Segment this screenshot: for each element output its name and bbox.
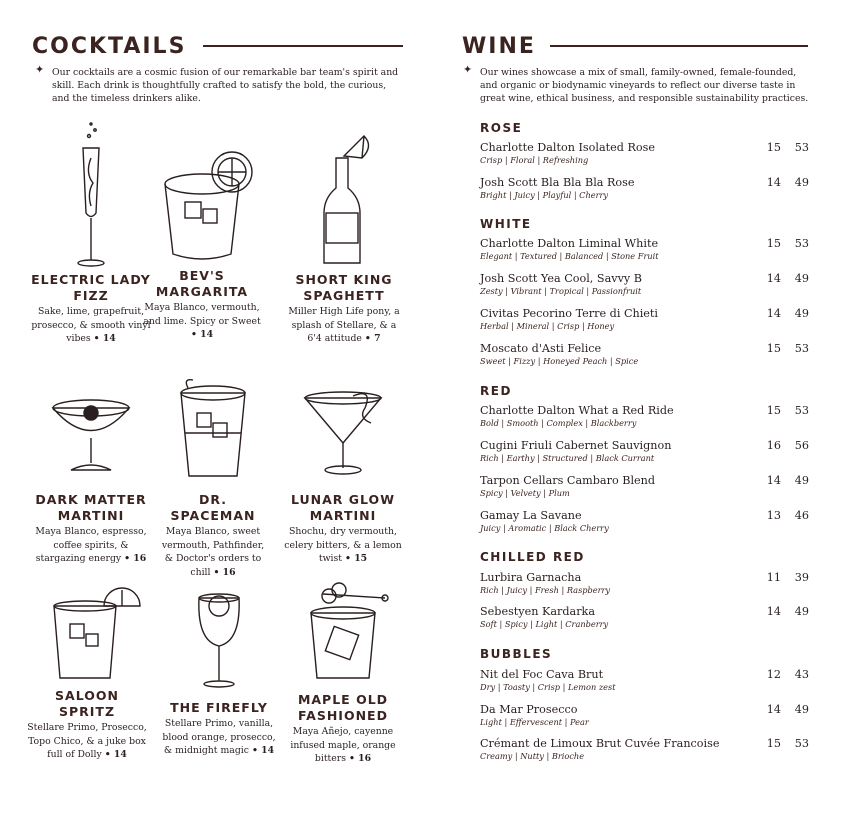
wine-bottle-price: 49 — [794, 703, 809, 716]
wine-bottle-price: 56 — [794, 439, 809, 452]
wine-name: Sebestyen Kardarka — [480, 605, 596, 618]
wine-name: Nit del Foc Cava Brut — [480, 668, 604, 681]
wine-glass-price: 15 — [766, 737, 781, 750]
drink-price: • 14 — [190, 329, 214, 340]
wine-name: Moscato d'Asti Felice — [480, 342, 602, 355]
wine-name: Tarpon Cellars Cambaro Blend — [480, 474, 656, 487]
drink-desc: Stellare Primo, Prosecco, Topo Chico, & a juke box full of Dolly • 14 — [27, 722, 147, 760]
drink-price: • 16 — [348, 753, 372, 764]
drink-desc: Sake, lime, grapefruit, prosecco, & smooth vinyl vibes • 14 — [31, 306, 151, 344]
wine-item — [480, 571, 810, 595]
coupe-glass-icon — [31, 338, 151, 488]
wine-name: Crémant de Limoux Brut Cuvée Francoise — [480, 737, 720, 750]
wine-name: Lurbira Garnacha — [480, 571, 582, 584]
wine-name: Charlotte Dalton What a Red Ride — [480, 404, 674, 417]
wine-bottle-price: 43 — [794, 668, 809, 681]
wine-notes: Crisp | Floral | Refreshing — [480, 155, 589, 165]
wine-item — [480, 439, 810, 463]
wine-category-chilled-red: CHILLED RED — [480, 550, 585, 564]
sparkle-icon: ✦ — [463, 63, 473, 76]
cocktails-title: COCKTAILS — [32, 34, 187, 59]
wine-notes: Herbal | Mineral | Crisp | Honey — [480, 321, 615, 331]
drink-name: DARK MATTER MARTINI — [35, 492, 147, 523]
wine-name: Gamay La Savane — [480, 509, 582, 522]
cocktails-rule — [203, 45, 403, 47]
drink-desc: Maya Añejo, cayenne infused maple, orange bitters • 16 — [290, 726, 396, 764]
wine-name: Charlotte Dalton Liminal White — [480, 237, 659, 250]
wine-bottle-price: 53 — [794, 141, 809, 154]
wine-item — [480, 737, 810, 761]
wine-name: Charlotte Dalton Isolated Rose — [480, 141, 655, 154]
wine-glass-price: 13 — [766, 509, 781, 522]
wine-bottle-price: 49 — [794, 272, 809, 285]
champagne-flute-icon — [31, 118, 151, 268]
wine-category-red: RED — [480, 384, 512, 398]
wine-bottle-price: 49 — [794, 176, 809, 189]
drink-name: SALOON SPRITZ — [55, 688, 119, 719]
wine-glass-price: 14 — [766, 605, 781, 618]
wine-item — [480, 342, 810, 366]
wine-bottle-price: 53 — [794, 404, 809, 417]
sparkle-icon: ✦ — [35, 63, 45, 76]
wine-item — [480, 668, 810, 692]
wine-item — [480, 307, 810, 331]
wine-notes: Sweet | Fizzy | Honeyed Peach | Spice — [480, 356, 639, 366]
wine-notes: Light | Effervescent | Pear — [480, 717, 589, 727]
drink-name: MAPLE OLD FASHIONED — [297, 692, 389, 723]
drink-price: • 14 — [104, 749, 127, 760]
drink-name: LUNAR GLOW MARTINI — [291, 492, 395, 523]
wine-notes: Bold | Smooth | Complex | Blackberry — [480, 418, 637, 428]
drink-name: ELECTRIC LADY FIZZ — [31, 272, 151, 303]
wine-item — [480, 141, 810, 165]
drink-name: BEV'S MARGARITA — [155, 268, 249, 299]
wine-notes: Rich | Juicy | Fresh | Raspberry — [480, 585, 611, 595]
beer-bottle-icon — [284, 118, 404, 268]
wine-category-white: WHITE — [480, 217, 532, 231]
wine-glass-price: 15 — [766, 141, 781, 154]
wine-item — [480, 703, 810, 727]
wine-name: Civitas Pecorino Terre di Chieti — [480, 307, 658, 320]
drink-price: • 14 — [93, 333, 116, 344]
wine-bottle-price: 39 — [794, 571, 809, 584]
martini-glass-icon — [283, 338, 403, 488]
wine-item — [480, 404, 810, 428]
wine-item — [480, 237, 810, 261]
drink-desc: Maya Blanco, vermouth, and lime. Spicy or Sweet • 14 — [143, 302, 261, 340]
wine-rule — [550, 45, 808, 47]
wine-glass-price: 14 — [766, 703, 781, 716]
wine-glass-price: 12 — [766, 668, 781, 681]
drink-price: • 7 — [364, 333, 381, 344]
drink-desc: Miller High Life pony, a splash of Stellare, & a 6'4 attitude • 7 — [288, 306, 400, 344]
wine-title: WINE — [462, 34, 536, 59]
wine-item — [480, 474, 810, 498]
drink-name: SHORT KING SPAGHETT — [295, 272, 393, 303]
wine-item — [480, 605, 810, 629]
wine-notes: Soft | Spicy | Light | Cranberry — [480, 619, 609, 629]
old-fashioned-glass-icon — [283, 538, 403, 688]
drink-desc: Maya Blanco, espresso, coffee spirits, & stargazing energy • 16 — [35, 526, 147, 564]
wine-category-bubbles: BUBBLES — [480, 647, 553, 661]
wine-notes: Juicy | Aromatic | Black Cherry — [480, 523, 609, 533]
wine-bottle-price: 49 — [794, 605, 809, 618]
wine-item — [480, 176, 810, 200]
drink-bevs-margarita — [142, 114, 262, 342]
drink-the-firefly — [159, 546, 279, 758]
drink-electric-lady-fizz — [31, 118, 151, 346]
wine-glass-price: 15 — [766, 237, 781, 250]
wine-notes: Rich | Earthy | Structured | Black Currant — [480, 453, 655, 463]
wine-name: Cugini Friuli Cabernet Sauvignon — [480, 439, 672, 452]
wine-bottle-price: 53 — [794, 237, 809, 250]
drink-lunar-glow-martini — [283, 338, 403, 566]
drink-desc: Maya Blanco, sweet vermouth, Pathfinder, & Doctor's orders to chill • 16 — [161, 526, 265, 578]
drink-name: THE FIREFLY — [170, 700, 268, 715]
drink-dark-matter-martini — [31, 338, 151, 566]
wine-category-rose: ROSE — [480, 121, 523, 135]
drink-dr-spaceman — [158, 338, 268, 579]
wine-notes: Zesty | Vibrant | Tropical | Passionfruit — [480, 286, 642, 296]
wine-glass-price: 11 — [766, 571, 781, 584]
wine-notes: Dry | Toasty | Crisp | Lemon zest — [480, 682, 616, 692]
wine-bottle-price: 49 — [794, 474, 809, 487]
wine-bottle-price: 53 — [794, 342, 809, 355]
margarita-rocks-glass-icon — [142, 114, 262, 264]
wine-name: Da Mar Prosecco — [480, 703, 578, 716]
drink-desc: Shochu, dry vermouth, celery bitters, & a lemon twist • 15 — [284, 526, 402, 564]
wine-bottle-price: 53 — [794, 737, 809, 750]
drink-maple-old-fashioned — [283, 538, 403, 766]
wine-glass-price: 14 — [766, 176, 781, 189]
wine-notes: Spicy | Velvety | Plum — [480, 488, 570, 498]
wine-glass-price: 14 — [766, 272, 781, 285]
wine-item — [480, 509, 810, 533]
wine-glass-price: 16 — [766, 439, 781, 452]
drink-price: • 16 — [124, 553, 147, 564]
wine-notes: Bright | Juicy | Playful | Cherry — [480, 190, 609, 200]
highball-orange-icon — [27, 536, 147, 684]
wine-glass-icon — [159, 546, 279, 696]
wine-notes: Creamy | Nutty | Brioche — [480, 751, 585, 761]
wine-glass-price: 14 — [766, 307, 781, 320]
wine-glass-price: 15 — [766, 404, 781, 417]
wine-bottle-price: 49 — [794, 307, 809, 320]
drink-short-king-spaghett — [284, 118, 404, 346]
wine-glass-price: 15 — [766, 342, 781, 355]
drink-price: • 14 — [251, 745, 275, 756]
drink-price: • 15 — [345, 553, 368, 564]
cocktails-intro: Our cocktails are a cosmic fusion of our remarkable bar team's spirit and skill. Each drink is thoughtfully crafted to satisfy the bold, the curious, and the timeless drinkers alike. — [52, 67, 399, 104]
drink-desc: Stellare Primo, vanilla, blood orange, prosecco, & midnight magic • 14 — [162, 718, 276, 756]
drink-name: DR. SPACEMAN — [170, 492, 256, 523]
wine-intro: Our wines showcase a mix of small, family-owned, female-founded, and organic or biodynamic vineyards to reflect our diverse taste in great wine, ethical business, and responsible sustainability practices. — [480, 67, 809, 104]
wine-item — [480, 272, 810, 296]
drink-price: • 16 — [213, 566, 236, 578]
wine-notes: Elegant | Textured | Balanced | Stone Fruit — [480, 251, 659, 261]
drink-saloon-spritz — [27, 536, 147, 762]
rocks-glass-ice-icon — [158, 338, 268, 488]
wine-name: Josh Scott Yea Cool, Savvy B — [480, 272, 642, 285]
wine-name: Josh Scott Bla Bla Bla Rose — [480, 176, 635, 189]
wine-bottle-price: 46 — [794, 509, 809, 522]
wine-glass-price: 14 — [766, 474, 781, 487]
